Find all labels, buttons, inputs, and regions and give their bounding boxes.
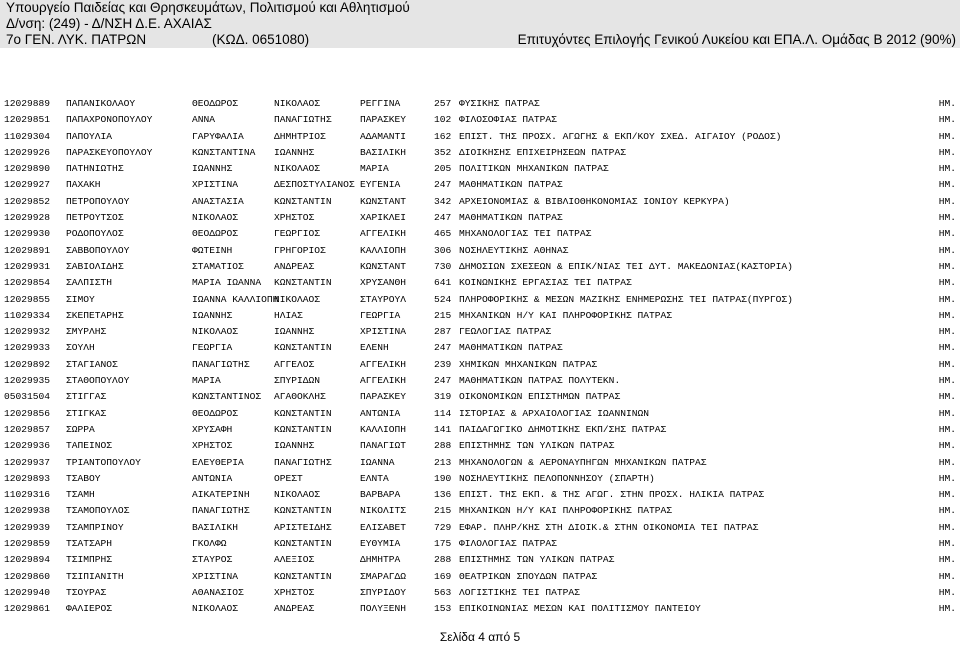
- father-name: ΚΩΝΣΤΑΝΤΙΝ: [274, 342, 332, 354]
- department-name: ΦΥΣΙΚΗΣ ΠΑΤΡΑΣ: [459, 98, 540, 109]
- department-code: 215: [434, 505, 452, 517]
- surname: ΣΚΕΠΕΤΑΡΗΣ: [66, 309, 124, 321]
- directorate-line: Δ/νση: (249) - Δ/ΝΣΗ Δ.Ε. ΑΧΑΙΑΣ: [6, 16, 212, 31]
- father-name: ΑΓΑΘΟΚΛΗΣ: [274, 391, 326, 403]
- mother-name: ΠΑΡΑΣΚΕΥ: [360, 114, 407, 126]
- exam-type: ΗΜ.: [938, 277, 956, 289]
- mother-name: ΑΓΓΕΛΙΚΗ: [360, 228, 407, 240]
- department-code: 288: [434, 440, 452, 452]
- department-code: 641: [434, 277, 452, 289]
- student-id: 11029304: [4, 130, 51, 142]
- surname: ΣΩΡΡΑ: [66, 423, 95, 435]
- department-code: 169: [434, 570, 452, 582]
- father-name: ΝΙΚΟΛΑΟΣ: [274, 293, 321, 305]
- father-name: ΚΩΝΣΤΑΝΤΙΝ: [274, 538, 332, 550]
- exam-type: ΗΜ.: [938, 260, 956, 272]
- department-name: ΑΡΧΕΙΟΝΟΜΙΑΣ & ΒΙΒΛΙΟΘΗΚΟΝΟΜΙΑΣ ΙΟΝΙΟΥ ΚΕΡΚΥΡΑ): [459, 195, 730, 207]
- table-row: [4, 308, 956, 324]
- first-name: ΧΡΙΣΤΙΝΑ: [192, 570, 239, 582]
- department-code: 247: [434, 375, 452, 387]
- mother-name: ΚΩΝΣΤΑΝΤ: [360, 195, 407, 207]
- surname: ΣΤΑΓΙΑΝΟΣ: [66, 358, 118, 370]
- surname: ΠΑΠΟΥΛΙΑ: [66, 130, 113, 142]
- table-row: [4, 389, 956, 405]
- department-name: ΠΟΛΙΤΙΚΩΝ ΜΗΧΑΝΙΚΩΝ ΠΑΤΡΑΣ: [459, 163, 609, 175]
- table-row: [4, 471, 956, 487]
- exam-type: ΗΜ.: [938, 407, 956, 419]
- first-name: ΘΕΟΔΩΡΟΣ: [192, 407, 239, 419]
- exam-type: ΗΜ.: [938, 358, 956, 370]
- first-name: ΜΑΡΙΑ: [192, 375, 221, 387]
- surname: ΣΙΜΟΥ: [66, 293, 95, 305]
- department-name: ΕΠΙΣΤΗΜΗΣ ΤΩΝ ΥΛΙΚΩΝ ΠΑΤΡΑΣ: [459, 440, 615, 452]
- mother-name: ΧΑΡΙΚΛΕΙ: [360, 212, 407, 224]
- department-code: 342: [434, 195, 452, 207]
- first-name: ΑΝΝΑ: [192, 114, 216, 126]
- father-name: ΑΝΔΡΕΑΣ: [274, 260, 315, 272]
- first-name: ΠΑΝΑΓΙΩΤΗΣ: [192, 505, 250, 517]
- page-footer: Σελίδα 4 από 5: [439, 630, 521, 644]
- table-row: [4, 129, 956, 145]
- father-name: ΝΙΚΟΛΑΟΣ: [274, 489, 321, 501]
- exam-type: ΗΜ.: [938, 309, 956, 321]
- department-code: 247: [434, 179, 452, 191]
- department-name: ΓΕΩΛΟΓΙΑΣ ΠΑΤΡΑΣ: [459, 326, 552, 338]
- department-name: ΝΟΣΗΛΕΥΤΙΚΗΣ ΑΘΗΝΑΣ: [459, 244, 569, 256]
- student-id: 12029852: [4, 195, 51, 207]
- surname: ΣΟΥΛΗ: [66, 342, 95, 354]
- father-name: ΔΗΜΗΤΡΙΟΣ: [274, 130, 326, 142]
- department-name: ΦΙΛΟΣΟΦΙΑΣ ΠΑΤΡΑΣ: [459, 114, 557, 126]
- first-name: ΒΑΣΙΛΙΚΗ: [192, 521, 239, 533]
- student-id: 12029859: [4, 538, 51, 550]
- table-row: [4, 601, 956, 617]
- first-name: ΝΙΚΟΛΑΟΣ: [192, 326, 239, 338]
- father-name: ΧΡΗΣΤΟΣ: [274, 212, 315, 224]
- first-name: ΠΑΝΑΓΙΩΤΗΣ: [192, 358, 250, 370]
- department-name: ΠΛΗΡΟΦΟΡΙΚΗΣ & ΜΕΣΩΝ ΜΑΖΙΚΗΣ ΕΝΗΜΕΡΩΣΗΣ ΤΕΙ ΠΑΤΡΑΣ(ΠΥΡΓΟΣ): [459, 293, 793, 305]
- student-id: 12029891: [4, 244, 51, 256]
- first-name: ΙΩΑΝΝΗΣ: [192, 163, 233, 175]
- department-code: 563: [434, 586, 452, 598]
- student-id: 11029334: [4, 309, 51, 321]
- father-name: ΚΩΝΣΤΑΝΤΙΝ: [274, 423, 332, 435]
- department-code: 190: [434, 472, 452, 484]
- student-id: 12029927: [4, 179, 51, 191]
- department-code: 215: [434, 309, 452, 321]
- student-id: 12029936: [4, 440, 51, 452]
- department-code: 287: [434, 326, 452, 338]
- department-name: ΜΗΧΑΝΙΚΩΝ Η/Υ ΚΑΙ ΠΛΗΡΟΦΟΡΙΚΗΣ ΠΑΤΡΑΣ: [459, 309, 673, 321]
- exam-type: ΗΜ.: [938, 244, 956, 256]
- department-name: ΦΙΛΟΛΟΓΙΑΣ ΠΑΤΡΑΣ: [459, 538, 557, 550]
- department-name: ΙΣΤΟΡΙΑΣ & ΑΡΧΑΙΟΛΟΓΙΑΣ ΙΩΑΝΝΙΝΩΝ: [459, 407, 649, 419]
- surname: ΠΑΤΗΝΙΩΤΗΣ: [66, 163, 124, 175]
- department-code: 136: [434, 489, 452, 501]
- first-name: ΧΡΙΣΤΙΝΑ: [192, 179, 239, 191]
- table-row: [4, 292, 956, 308]
- first-name: ΓΕΩΡΓΙΑ: [192, 342, 233, 354]
- department-name: ΘΕΑΤΡΙΚΩΝ ΣΠΟΥΔΩΝ ΠΑΤΡΑΣ: [459, 570, 598, 582]
- surname: ΤΣΑΤΣΑΡΗ: [66, 538, 113, 550]
- father-name: ΚΩΝΣΤΑΝΤΙΝ: [274, 407, 332, 419]
- table-row: [4, 373, 956, 389]
- student-id: 12029931: [4, 260, 51, 272]
- exam-type: ΗΜ.: [938, 505, 956, 517]
- mother-name: ΑΔΑΜΑΝΤΙ: [360, 130, 407, 142]
- department-name: ΜΑΘΗΜΑΤΙΚΩΝ ΠΑΤΡΑΣ: [459, 179, 563, 191]
- exam-type: ΗΜ.: [938, 489, 956, 501]
- exam-type: ΗΜ.: [938, 603, 956, 615]
- school-line: 7ο ΓΕΝ. ΛΥΚ. ΠΑΤΡΩΝ: [6, 32, 147, 47]
- mother-name: ΠΟΛΥΞΕΝΗ: [360, 603, 407, 615]
- father-name: ΚΩΝΣΤΑΝΤΙΝ: [274, 277, 332, 289]
- father-name: ΑΓΓΕΛΟΣ: [274, 358, 315, 370]
- student-id: 12029933: [4, 342, 51, 354]
- department-name: ΕΠΙΚΟΙΝΩΝΙΑΣ ΜΕΣΩΝ ΚΑΙ ΠΟΛΙΤΙΣΜΟΥ ΠΑΝΤΕΙΟΥ: [459, 603, 701, 615]
- surname: ΠΕΤΡΟΠΟΥΛΟΥ: [66, 195, 130, 207]
- table-row: [4, 324, 956, 340]
- surname: ΣΤΑΘΟΠΟΥΛΟΥ: [66, 375, 130, 387]
- student-id: 12029940: [4, 586, 51, 598]
- exam-type: ΗΜ.: [938, 146, 956, 158]
- mother-name: ΚΑΛΛΙΟΠΗ: [360, 423, 407, 435]
- surname: ΤΣΑΜΗ: [66, 489, 95, 501]
- exam-type: ΗΜ.: [938, 440, 956, 452]
- first-name: ΓΚΟΛΦΩ: [192, 538, 227, 550]
- father-name: ΑΝΔΡΕΑΣ: [274, 603, 315, 615]
- exam-type: ΗΜ.: [938, 326, 956, 338]
- surname: ΤΣΙΠΙΑΝΙΤΗ: [66, 570, 124, 582]
- department-name: ΜΑΘΗΜΑΤΙΚΩΝ ΠΑΤΡΑΣ ΠΟΛΥΤΕΚΝ.: [459, 375, 621, 387]
- student-id: 12029935: [4, 375, 51, 387]
- father-name: ΚΩΝΣΤΑΝΤΙΝ: [274, 570, 332, 582]
- department-name: ΜΗΧΑΝΙΚΩΝ Η/Υ ΚΑΙ ΠΛΗΡΟΦΟΡΙΚΗΣ ΠΑΤΡΑΣ: [459, 505, 673, 517]
- father-name: ΑΡΙΣΤΕΙΔΗΣ: [274, 521, 332, 533]
- exam-type: ΗΜ.: [938, 423, 956, 435]
- student-id: 12029937: [4, 456, 51, 468]
- father-name: ΙΩΑΝΝΗΣ: [274, 326, 315, 338]
- student-id: 12029930: [4, 228, 51, 240]
- father-name: ΚΩΝΣΤΑΝΤΙΝ: [274, 195, 332, 207]
- first-name: ΑΝΑΣΤΑΣΙΑ: [192, 195, 244, 207]
- first-name: ΦΩΤΕΙΝΗ: [192, 244, 233, 256]
- mother-name: ΓΕΩΡΓΙΑ: [360, 309, 401, 321]
- exam-type: ΗΜ.: [938, 456, 956, 468]
- mother-name: ΠΑΡΑΣΚΕΥ: [360, 391, 407, 403]
- department-code: 465: [434, 228, 452, 240]
- mother-name: ΕΛΕΝΗ: [360, 342, 389, 354]
- first-name: ΝΙΚΟΛΑΟΣ: [192, 212, 239, 224]
- department-name: ΜΑΘΗΜΑΤΙΚΩΝ ΠΑΤΡΑΣ: [459, 212, 563, 224]
- department-code: 306: [434, 244, 452, 256]
- exam-type: ΗΜ.: [938, 212, 956, 224]
- student-id: 12029938: [4, 505, 51, 517]
- table-row: [4, 438, 956, 454]
- exam-type: ΗΜ.: [938, 375, 956, 387]
- student-id: 12029939: [4, 521, 51, 533]
- department-name: ΧΗΜΙΚΩΝ ΜΗΧΑΝΙΚΩΝ ΠΑΤΡΑΣ: [459, 358, 598, 370]
- table-row: [4, 145, 956, 161]
- surname: ΣΤΙΓΚΑΣ: [66, 407, 107, 419]
- surname: ΦΑΛΙΕΡΟΣ: [66, 603, 113, 615]
- table-row: [4, 275, 956, 291]
- table-row: [4, 422, 956, 438]
- table-row: [4, 487, 956, 503]
- surname: ΤΣΑΒΟΥ: [66, 472, 101, 484]
- department-name: ΠΑΙΔΑΓΩΓΙΚΟ ΔΗΜΟΤΙΚΗΣ ΕΚΠ/ΣΗΣ ΠΑΤΡΑΣ: [459, 423, 667, 435]
- student-id: 12029932: [4, 326, 51, 338]
- department-name: ΟΙΚΟΝΟΜΙΚΩΝ ΕΠΙΣΤΗΜΩΝ ΠΑΤΡΑΣ: [459, 391, 621, 403]
- table-row: [4, 177, 956, 193]
- first-name: ΘΕΟΔΩΡΟΣ: [192, 228, 239, 240]
- department-code: 141: [434, 423, 452, 435]
- table-row: [4, 96, 956, 112]
- surname: ΤΣΑΜΟΠΟΥΛΟΣ: [66, 505, 130, 517]
- mother-name: ΑΓΓΕΛΙΚΗ: [360, 375, 407, 387]
- surname: ΣΑΒΙΟΛΙΔΗΣ: [66, 260, 124, 272]
- table-row: [4, 569, 956, 585]
- department-code: 239: [434, 358, 452, 370]
- student-id: 12029851: [4, 114, 51, 126]
- father-name: ΙΩΑΝΝΗΣ: [274, 440, 315, 452]
- exam-type: ΗΜ.: [938, 554, 956, 566]
- surname: ΠΑΡΑΣΚΕΥΟΠΟΥΛΟΥ: [66, 146, 153, 158]
- department-code: 175: [434, 538, 452, 550]
- surname: ΡΟΔΟΠΟΥΛΟΣ: [66, 228, 124, 240]
- mother-name: ΑΝΤΩΝΙΑ: [360, 407, 401, 419]
- surname: ΤΡΙΑΝΤΟΠΟΥΛΟΥ: [66, 456, 141, 468]
- first-name: ΑΘΑΝΑΣΙΟΣ: [192, 586, 244, 598]
- surname: ΣΤΙΓΓΑΣ: [66, 391, 107, 403]
- exam-type: ΗΜ.: [938, 570, 956, 582]
- student-id: 12029861: [4, 603, 51, 615]
- table-row: [4, 520, 956, 536]
- exam-type: ΗΜ.: [938, 130, 956, 142]
- surname: ΠΑΠΑΧΡΟΝΟΠΟΥΛΟΥ: [66, 114, 153, 126]
- first-name: ΙΩΑΝΝΑ ΚΑΛΛΙΟΠΗ: [192, 293, 279, 305]
- surname: ΤΣΙΜΠΡΗΣ: [66, 554, 113, 566]
- father-name: ΣΠΥΡΙΔΩΝ: [274, 375, 321, 387]
- student-id: 12029892: [4, 358, 51, 370]
- mother-name: ΜΑΡΙΑ: [360, 163, 389, 175]
- student-id: 12029889: [4, 98, 51, 109]
- department-code: 524: [434, 293, 452, 305]
- exam-type: ΗΜ.: [938, 98, 956, 109]
- mother-name: ΔΗΜΗΤΡΑ: [360, 554, 401, 566]
- surname: ΠΕΤΡΟΥΤΣΟΣ: [66, 212, 124, 224]
- department-code: 352: [434, 146, 452, 158]
- mother-name: ΣΜΑΡΑΓΔΩ: [360, 570, 407, 582]
- table-row: [4, 194, 956, 210]
- department-name: ΜΗΧΑΝΟΛΟΓΙΑΣ ΤΕΙ ΠΑΤΡΑΣ: [459, 228, 592, 240]
- first-name: ΘΕΟΔΩΡΟΣ: [192, 98, 239, 109]
- exam-type: ΗΜ.: [938, 391, 956, 403]
- table-row: [4, 406, 956, 422]
- department-name: ΛΟΓΙΣΤΙΚΗΣ ΤΕΙ ΠΑΤΡΑΣ: [459, 586, 580, 598]
- first-name: ΝΙΚΟΛΑΟΣ: [192, 603, 239, 615]
- surname: ΠΑΧΑΚΗ: [66, 179, 101, 191]
- student-id: 12029926: [4, 146, 51, 158]
- department-code: 213: [434, 456, 452, 468]
- mother-name: ΕΥΘΥΜΙΑ: [360, 538, 401, 550]
- results-list: [4, 96, 956, 618]
- exam-type: ΗΜ.: [938, 179, 956, 191]
- first-name: ΜΑΡΙΑ ΙΩΑΝΝΑ: [192, 277, 262, 289]
- department-code: 288: [434, 554, 452, 566]
- exam-type: ΗΜ.: [938, 114, 956, 126]
- department-name: ΕΠΙΣΤ. ΤΗΣ ΕΚΠ. & ΤΗΣ ΑΓΩΓ. ΣΤΗΝ ΠΡΟΣΧ. ΗΛΙΚΙΑ ΠΑΤΡΑΣ: [459, 489, 765, 501]
- report-title: Επιτυχόντες Επιλογής Γενικού Λυκείου και ΕΠΑ.Λ. Ομάδας Β 2012 (90%): [517, 32, 956, 47]
- first-name: ΑΝΤΩΝΙΑ: [192, 472, 233, 484]
- department-code: 114: [434, 407, 452, 419]
- mother-name: ΣΤΑΥΡΟΥΛ: [360, 293, 407, 305]
- surname: ΤΣΑΜΠΡΙΝΟΥ: [66, 521, 124, 533]
- department-code: 247: [434, 342, 452, 354]
- surname: ΠΑΠΑΝΙΚΟΛΑΟΥ: [66, 98, 136, 109]
- department-code: 730: [434, 260, 452, 272]
- first-name: ΓΑΡΥΦΑΛΙΑ: [192, 130, 244, 142]
- mother-name: ΣΠΥΡΙΔΟΥ: [360, 586, 407, 598]
- table-row: [4, 112, 956, 128]
- first-name: ΕΛΕΥΘΕΡΙΑ: [192, 456, 244, 468]
- exam-type: ΗΜ.: [938, 293, 956, 305]
- father-name: ΚΩΝΣΤΑΝΤΙΝ: [274, 505, 332, 517]
- department-name: ΝΟΣΗΛΕΥΤΙΚΗΣ ΠΕΛΟΠΟΝΝΗΣΟΥ (ΣΠΑΡΤΗ): [459, 472, 655, 484]
- department-code: 257: [434, 98, 452, 109]
- first-name: ΙΩΑΝΝΗΣ: [192, 309, 233, 321]
- ministry-line: Υπουργείο Παιδείας και Θρησκευμάτων, Πολιτισμού και Αθλητισμού: [6, 0, 410, 15]
- department-code: 205: [434, 163, 452, 175]
- student-id: 12029894: [4, 554, 51, 566]
- table-row: [4, 161, 956, 177]
- student-id: 05031504: [4, 391, 51, 403]
- first-name: ΚΩΝΣΤΑΝΤΙΝΟΣ: [192, 391, 262, 403]
- student-id: 12029860: [4, 570, 51, 582]
- father-name: ΧΡΗΣΤΟΣ: [274, 586, 315, 598]
- exam-type: ΗΜ.: [938, 521, 956, 533]
- mother-name: ΕΛΝΤΑ: [360, 472, 389, 484]
- father-name: ΔΕΣΠΟΣΤΥΛΙΑΝΟΣ: [274, 179, 355, 191]
- mother-name: ΠΑΝΑΓΙΩΤ: [360, 440, 407, 452]
- exam-type: ΗΜ.: [938, 163, 956, 175]
- department-name: ΕΦΑΡ. ΠΛΗΡ/ΚΗΣ ΣΤΗ ΔΙΟΙΚ.& ΣΤΗΝ ΟΙΚΟΝΟΜΙΑ ΤΕΙ ΠΑΤΡΑΣ: [459, 521, 759, 533]
- father-name: ΝΙΚΟΛΑΟΣ: [274, 163, 321, 175]
- department-name: ΚΟΙΝΩΝΙΚΗΣ ΕΡΓΑΣΙΑΣ ΤΕΙ ΠΑΤΡΑΣ: [459, 277, 632, 289]
- page-header: [0, 0, 960, 48]
- department-code: 319: [434, 391, 452, 403]
- table-row: [4, 259, 956, 275]
- student-id: 12029855: [4, 293, 51, 305]
- table-row: [4, 536, 956, 552]
- father-name: ΓΡΗΓΟΡΙΟΣ: [274, 244, 326, 256]
- exam-type: ΗΜ.: [938, 538, 956, 550]
- school-code: (ΚΩΔ. 0651080): [212, 32, 310, 47]
- surname: ΣΜΥΡΛΗΣ: [66, 326, 107, 338]
- surname: ΣΑΒΒΟΠΟΥΛΟΥ: [66, 244, 130, 256]
- exam-type: ΗΜ.: [938, 195, 956, 207]
- student-id: 12029857: [4, 423, 51, 435]
- surname: ΣΑΛΠΙΣΤΗ: [66, 277, 113, 289]
- header-left: [6, 0, 410, 48]
- mother-name: ΡΕΓΓΙΝΑ: [360, 98, 401, 109]
- exam-type: ΗΜ.: [938, 472, 956, 484]
- department-code: 247: [434, 212, 452, 224]
- student-id: 12029893: [4, 472, 51, 484]
- first-name: ΣΤΑΜΑΤΙΟΣ: [192, 260, 244, 272]
- table-row: [4, 357, 956, 373]
- mother-name: ΚΩΝΣΤΑΝΤ: [360, 260, 407, 272]
- department-code: 102: [434, 114, 452, 126]
- exam-type: ΗΜ.: [938, 586, 956, 598]
- father-name: ΠΑΝΑΓΙΩΤΗΣ: [274, 114, 332, 126]
- department-name: ΔΙΟΙΚΗΣΗΣ ΕΠΙΧΕΙΡΗΣΕΩΝ ΠΑΤΡΑΣ: [459, 146, 626, 158]
- father-name: ΟΡΕΣΤ: [274, 472, 303, 484]
- first-name: ΧΡΗΣΤΟΣ: [192, 440, 233, 452]
- father-name: ΝΙΚΟΛΑΟΣ: [274, 98, 321, 109]
- first-name: ΣΤΑΥΡΟΣ: [192, 554, 233, 566]
- table-row: [4, 455, 956, 471]
- mother-name: ΒΑΣΙΛΙΚΗ: [360, 146, 407, 158]
- table-row: [4, 226, 956, 242]
- department-code: 153: [434, 603, 452, 615]
- mother-name: ΧΡΥΣΑΝΘΗ: [360, 277, 407, 289]
- student-id: 12029890: [4, 163, 51, 175]
- department-name: ΕΠΙΣΤΗΜΗΣ ΤΩΝ ΥΛΙΚΩΝ ΠΑΤΡΑΣ: [459, 554, 615, 566]
- department-name: ΜΗΧΑΝΟΛΟΓΩΝ & ΑΕΡΟΝΑΥΠΗΓΩΝ ΜΗΧΑΝΙΚΩΝ ΠΑΤΡΑΣ: [459, 456, 707, 468]
- mother-name: ΝΙΚΟΛΙΤΣ: [360, 505, 407, 517]
- father-name: ΑΛΕΞΙΟΣ: [274, 554, 315, 566]
- department-name: ΔΗΜΟΣΙΩΝ ΣΧΕΣΕΩΝ & ΕΠΙΚ/ΝΙΑΣ ΤΕΙ ΔΥΤ. ΜΑΚΕΔΟΝΙΑΣ(ΚΑΣΤΟΡΙΑ): [459, 260, 793, 272]
- mother-name: ΧΡΙΣΤΙΝΑ: [360, 326, 407, 338]
- table-row: [4, 243, 956, 259]
- exam-type: ΗΜ.: [938, 342, 956, 354]
- student-id: 12029854: [4, 277, 51, 289]
- department-code: 162: [434, 130, 452, 142]
- father-name: ΠΑΝΑΓΙΩΤΗΣ: [274, 456, 332, 468]
- table-row: [4, 585, 956, 601]
- department-code: 729: [434, 521, 452, 533]
- table-row: [4, 552, 956, 568]
- father-name: ΗΛΙΑΣ: [274, 309, 303, 321]
- mother-name: ΕΛΙΣΑΒΕΤ: [360, 521, 407, 533]
- student-id: 12029856: [4, 407, 51, 419]
- first-name: ΚΩΝΣΤΑΝΤΙΝΑ: [192, 146, 256, 158]
- student-id: 12029928: [4, 212, 51, 224]
- mother-name: ΒΑΡΒΑΡΑ: [360, 489, 401, 501]
- table-row: [4, 503, 956, 519]
- mother-name: ΚΑΛΛΙΟΠΗ: [360, 244, 407, 256]
- first-name: ΑΙΚΑΤΕΡΙΝΗ: [192, 489, 250, 501]
- table-row: [4, 340, 956, 356]
- mother-name: ΕΥΓΕΝΙΑ: [360, 179, 401, 191]
- department-name: ΕΠΙΣΤ. ΤΗΣ ΠΡΟΣΧ. ΑΓΩΓΗΣ & ΕΚΠ/ΚΟΥ ΣΧΕΔ. ΑΙΓΑΙΟΥ (ΡΟΔΟΣ): [459, 130, 782, 142]
- surname: ΤΣΟΥΡΑΣ: [66, 586, 107, 598]
- mother-name: ΑΓΓΕΛΙΚΗ: [360, 358, 407, 370]
- student-id: 11029316: [4, 489, 51, 501]
- mother-name: ΙΩΑΝΝΑ: [360, 456, 395, 468]
- surname: ΤΑΠΕΙΝΟΣ: [66, 440, 113, 452]
- father-name: ΙΩΑΝΝΗΣ: [274, 146, 315, 158]
- first-name: ΧΡΥΣΑΦΗ: [192, 423, 233, 435]
- department-name: ΜΑΘΗΜΑΤΙΚΩΝ ΠΑΤΡΑΣ: [459, 342, 563, 354]
- table-row: [4, 210, 956, 226]
- exam-type: ΗΜ.: [938, 228, 956, 240]
- father-name: ΓΕΩΡΓΙΟΣ: [274, 228, 321, 240]
